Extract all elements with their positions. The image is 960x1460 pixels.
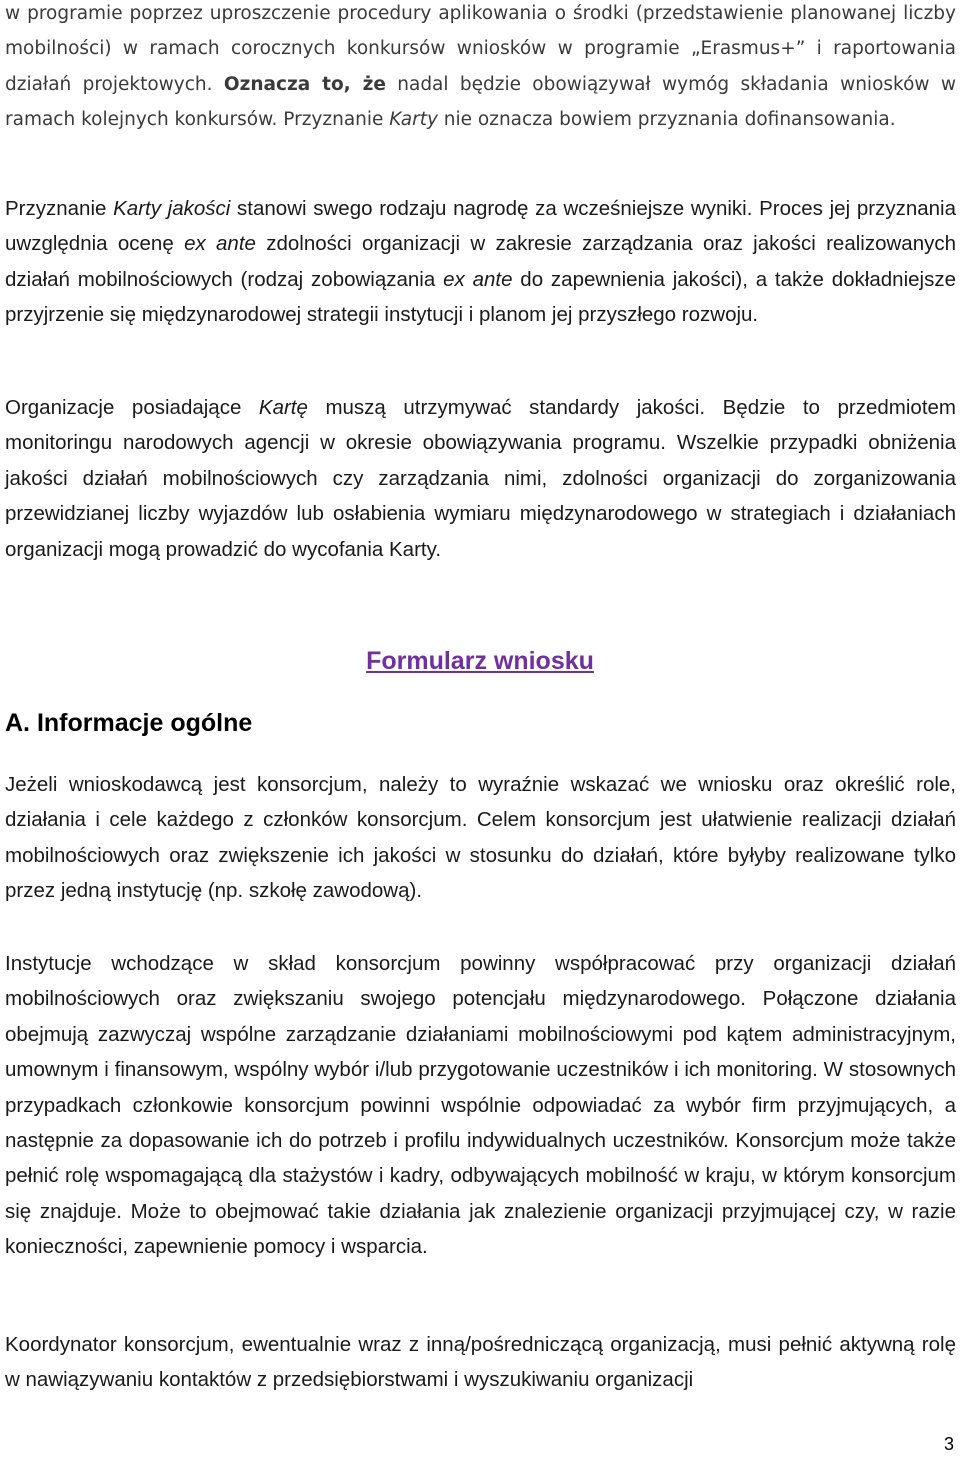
text-span: Przyznanie bbox=[5, 197, 114, 220]
form-title: Formularz wniosku bbox=[366, 647, 594, 675]
text-span: Proces jej przyznania uwzględnia ocenę bbox=[5, 197, 956, 256]
text-span: do zapewnienia jakości), a także dokładniejsze przyjrzenie się międzynarodowej strategii instytucji i planom jej przyszłego rozwoju. bbox=[5, 267, 956, 327]
paragraph-quality-standards bbox=[5, 390, 956, 567]
page-number: 3 bbox=[943, 1434, 954, 1454]
italic-term: Kartę bbox=[258, 396, 308, 419]
text-span: zdolności organizacji w zakresie zarządzania oraz jakości realizowanych działań mobilnościowych (rodzaj zobowiązania bbox=[5, 232, 957, 291]
paragraph-consortium-applicant: Jeżeli wnioskodawcą jest konsorcjum, należy to wyraźnie wskazać we wniosku oraz określić role, działania i cele każdego z członków konsorcjum. Celem konsorcjum jest ułatwienie realizacji działań mobilnościowych oraz zwiększenie ich jakości w stosunku do działań, które byłyby realizowane tylko przez jedną instytucję (np. szkołę zawodową). bbox=[5, 773, 956, 903]
bold-phrase: Oznacza to, że bbox=[223, 73, 386, 95]
paragraph-application-procedure bbox=[5, 0, 956, 138]
italic-term: Karty jakości bbox=[113, 197, 231, 220]
italic-term: ex ante bbox=[184, 232, 256, 256]
section-a-heading: A. Informacje ogólne bbox=[5, 709, 253, 737]
text-span: muszą utrzymywać standardy jakości. Będzie to przedmiotem monitoringu narodowych agencji w okresie obowiązywania programu. Wszelkie przypadki obniżenia jakości działań mobilnościowych czy zarządzania nimi, zdolności organizacji do zorganizowania przewidzianej liczby wyjazdów lub osłabienia wymiaru międzynarodowego w strategiach i działaniach organizacji mogą prowadzić do wycofania Karty. bbox=[5, 396, 956, 561]
paragraph-consortium-coordinator: Koordynator konsorcjum, ewentualnie wraz z inną/pośredniczącą organizacją, musi pełnić aktywną rolę w nawiązywaniu kontaktów z przedsiębiorstwami i wyszukiwaniu organizacji bbox=[5, 1333, 956, 1392]
italic-term: ex ante bbox=[443, 267, 513, 291]
text-span: stanowi swego rodzaju nagrodę za wcześniejsze wyniki. bbox=[230, 197, 753, 220]
italic-term: Karty bbox=[389, 109, 438, 131]
text-span: w programie poprzez uproszczenie procedury aplikowania o środki (przedstawienie planowanej liczby mobilności) w ramach corocznych konkursów wniosków w programie „Erasmus+” i raportowania działań projektowych. bbox=[5, 3, 956, 95]
paragraph-consortium-cooperation: Instytucje wchodzące w skład konsorcjum powinny współpracować przy organizacji działań mobilnościowych oraz zwiększaniu swojego potencjału międzynarodowego. Połączone działania obejmują zazwyczaj wspólne zarządzanie działaniami mobilnościowymi pod kątem administracyjnym, umownym i finansowym, wspólny wybór i/lub przygotowanie uczestników i ich monitoring. W stosownych przypadkach członkowie konsorcjum powinni wspólnie odpowiadać za wybór firm przyjmujących, a następnie za dopasowanie ich do potrzeb i profilu indywidualnych uczestników. Konsorcjum może także pełnić rolę wspomagającą dla stażystów i kadry, odbywających mobilność w kraju, w którym konsorcjum się znajduje. Może to obejmować takie działania jak znalezienie organizacji przyjmującej czy, w razie konieczności, zapewnienie pomocy i wsparcia. bbox=[5, 952, 956, 1259]
text-span: Organizacje posiadające bbox=[5, 396, 259, 419]
text-span: nadal będzie obowiązywał wymóg składania wniosków w ramach kolejnych konkursów. Przyznanie bbox=[5, 73, 956, 131]
paragraph-charter-award bbox=[5, 191, 956, 333]
text-span: nie oznacza bowiem przyznania dofinansowania. bbox=[437, 109, 896, 131]
